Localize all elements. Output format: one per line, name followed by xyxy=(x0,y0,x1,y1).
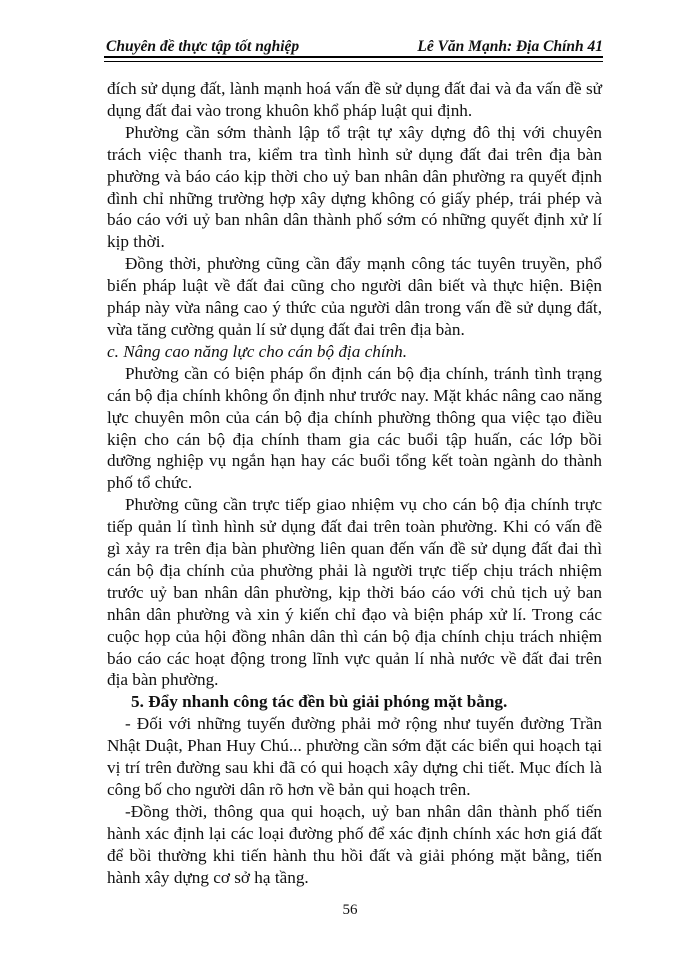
page-number: 56 xyxy=(342,902,358,918)
page-body xyxy=(107,78,602,889)
paragraph-continuation: đích sử dụng đất, lành mạnh hoá vấn đề sử dụng đất đai và đa vấn đề sử dụng đất đai vào trong khuôn khổ pháp luật qui định. xyxy=(107,79,602,120)
subsection-heading: c. Nâng cao năng lực cho cán bộ địa chính. xyxy=(107,341,408,361)
header-right-author: Lê Văn Mạnh: Địa Chính 41 xyxy=(417,38,603,55)
header-rule xyxy=(104,56,603,58)
page-header xyxy=(104,34,603,60)
paragraph: -Đồng thời, thông qua qui hoạch, uỷ ban nhân dân thành phố tiến hành xác định lại các loại đường phố để xác định chính xác hơn giá đất để bồi thường khi tiến hành thu hồi đất và giải phóng mặt bằng, tiến hành xây dựng cơ sở hạ tầng. xyxy=(107,801,602,887)
paragraph: - Đối với những tuyến đường phải mở rộng như tuyến đường Trần Nhật Duật, Phan Huy Chú... phường cần sớm đặt các biển qui hoạch tại vị trí trên đường sau khi đã có qui hoạch xây dựng chi tiết. Mục đích là công bố cho người dân rõ hơn về bản qui hoạch trên. xyxy=(107,714,602,799)
paragraph: Phường cần sớm thành lập tổ trật tự xây dựng đô thị với chuyên trách việc thanh tra, kiểm tra tình hình sử dụng đất đai trên địa bàn phường và báo cáo kịp thời cho uỷ ban nhân dân phường ra quyết định đình chỉ những trường hợp xây dựng không có giấy phép, trái phép và báo cáo với uỷ ban nhân dân thành phố sớm có những quyết định xử lí kịp thời. xyxy=(107,122,602,252)
header-left-title: Chuyên đề thực tập tốt nghiệp xyxy=(106,38,300,55)
header-rule-thin xyxy=(104,61,603,62)
paragraph: Phường cũng cần trực tiếp giao nhiệm vụ cho cán bộ địa chính trực tiếp quản lí tình hình sử dụng đất đai trên toàn phường. Khi có vấn đề gì xảy ra trên địa bàn phường liên quan đến vấn đề sử dụng đất đai thì cán bộ địa chính của phường phải là người trực tiếp chịu trách nhiệm trước uỷ ban nhân dân phường, kịp thời báo cáo với chủ tịch uỷ ban nhân dân phường và xin ý kiến chỉ đạo và biện pháp xử lí. Trong các cuộc họp của hội đồng nhân dân thì cán bộ địa chính chịu trách nhiệm báo cáo các hoạt động trong lĩnh vực quản lí nhà nước về đất đai trên địa bàn phường. xyxy=(107,495,602,690)
paragraph: Đồng thời, phường cũng cần đẩy mạnh công tác tuyên truyền, phổ biến pháp luật về đất đai cũng cho người dân biết và thực hiện. Biện pháp này vừa nâng cao ý thức của người dân trong vấn đề sử dụng đất, vừa tăng cường quản lí sử dụng đất đai trên địa bàn. xyxy=(107,254,602,339)
section-heading: 5. Đẩy nhanh công tác đền bù giải phóng mặt bằng. xyxy=(131,692,508,712)
paragraph: Phường cần có biện pháp ổn định cán bộ địa chính, tránh tình trạng cán bộ địa chính không ổn định như trước nay. Mặt khác nâng cao năng lực chuyên môn của cán bộ địa chính phường thông qua việc tạo điều kiện cho cán bộ địa chính tham gia các buổi tập huấn, các lớp bồi dưỡng nghiệp vụ ngắn hạn hay các buổi tổng kết toàn ngành do thành phố tổ chức. xyxy=(107,363,602,493)
